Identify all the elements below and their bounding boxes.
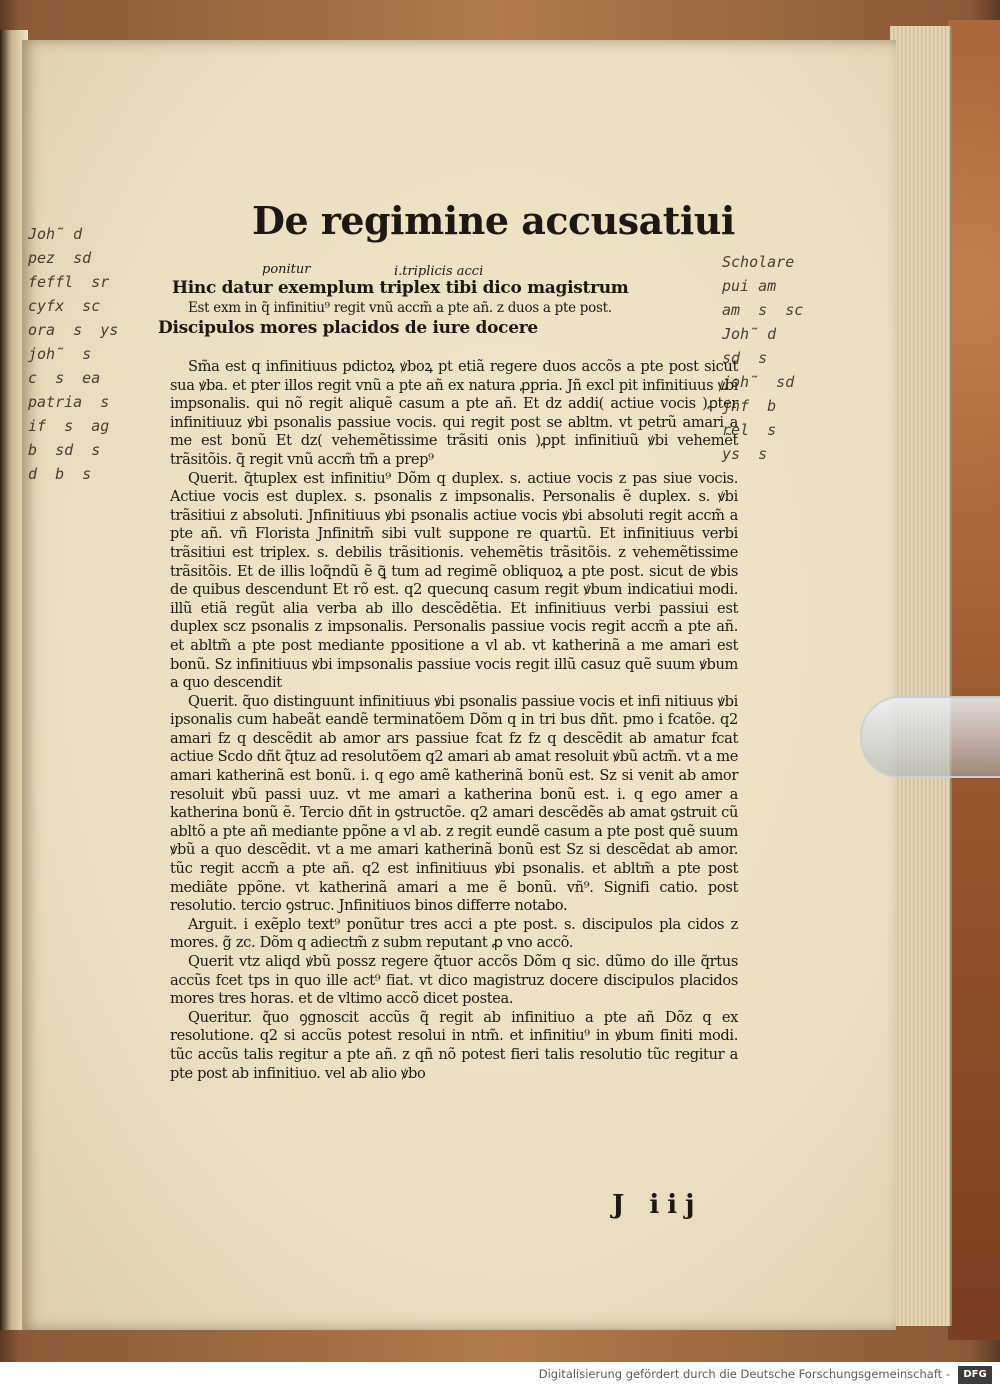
paragraph: Arguit. i exẽplo text⁹ ponũtur tres acci a pte post. s. discipulos pla cidos z mores. g̃ zc. Dõm q adiectm̃ z subm reputant ꝓ vno accõ. [170, 915, 738, 952]
commentary-text [170, 358, 738, 1083]
interlinear-gloss-1: ponitur [262, 262, 311, 277]
signature-mark: J iij [612, 1190, 703, 1220]
dfg-logo-icon: DFG [958, 1366, 992, 1384]
verse-note: Est exm in q̃ infinitiu⁹ regit vnũ accm̃ a pte añ. z duos a pte post. [188, 300, 612, 316]
funding-credit: Digitalisierung gefördert durch die Deutsche Forschungsgemeinschaft - [538, 1367, 950, 1381]
paragraph: Querit. q̃tuplex est infinitiu⁹ Dõm q duplex. s. actiue vocis z pas siue vocis. Actiue vocis est duplex. s. psonalis z impsonalis. Personalis ẽ duplex. s. ꝟbi trãsitiui z absoluti. Jnfinitiuus ꝟbi psonalis actiue vocis ꝟbi absoluti regit accm̃ a pte añ. vñ Florista Jnfinitm̃ sibi vult suppone re quartũ. Et infinitiuus verbi trãsitiui est triplex. s. debilis trãsitionis. vehemẽtis trãsitõis. z vehemẽtissime trãsitõis. Et de illis loq̃ndũ ẽ ꝗ̃ tum ad regimẽ obliquoꝝ a pte post. sicut de ꝟbis de quibus descendunt Et rõ est. q2 quecunq casum regit ꝟbum indicatiui modi. illũ etiã regũt alia verba ab illo descẽdẽtia. Et infinitiuus verbi passiui est duplex scz psonalis z impsonalis. Personalis passiue vocis regit accm̃ a pte añ. et abltm̃ a pte post mediante ppositione a vl ab. vt katherinã a me amari est bonũ. Sz infinitiuus ꝟbi impsonalis passiue vocis regit illũ casuz quẽ suum ꝟbum a quo descendit [170, 469, 738, 692]
interlinear-gloss-2: i.triplicis acci [394, 264, 484, 279]
paragraph: Querit vtz aliqd ꝟbũ possz regere q̃tuor accõs Dõm q sic. dũmo do ille q̃rtus accũs fcet tps in quo ille act⁹ fiat. vt dico magistruz docere discipulos placidos mores tres horas. et de vltimo accõ dicet postea. [170, 953, 738, 1008]
paragraph: Queritur. q̃uo ꝯgnoscit accũs q̃ regit ab infinitiuo a pte añ Dõz q ex resolutione. q2 si accũs potest resolui in ntm̃. et infinitiu⁹ in ꝟbum finiti modi. tũc accũs talis regitur a pte añ. z qñ nõ potest fieri talis resolutio tũc regitur a pte post ab infinitiuo. vel ab alio ꝟbo [170, 1008, 738, 1082]
page-title: De regimine accusatiui [252, 198, 735, 243]
book-clip [860, 696, 1000, 778]
marginalia-left: Joh̃ d pez sd feffl sr cyfx sc ora s ys joh̃ s c s ea patria s if s ag b sd s d b s [28, 225, 119, 483]
page-edges [890, 26, 952, 1326]
paragraph: Querit. q̃uo distinguunt infinitiuus ꝟbi psonalis passiue vocis et infi nitiuus ꝟbi ipsonalis cum habeãt eandẽ terminatõem Dõm q in tri bus dñt. pmo i fcatõe. q2 amari fz q descẽdit ab amor ars passiue fcat fz fz q descẽdit ab amatur fcat actiue Scdo dñt q̃tuz ad resolutõem q2 amari ab amat resoluit ꝟbũ actm̃. vt a me amari katherinã est bonũ. i. q ego amẽ katherinã bonũ est. Sz si venit ab amor resoluit ꝟbũ passi uuz. vt me amari a katherina bonũ est. i. q ego amer a katherina bonũ ẽ. Tercio dñt in ꝯstructõe. q2 amari descẽdẽs ab amat ꝯstruit cũ abltõ a pte añ mediante ppõne a vl ab. z regit eundẽ casum a pte post quẽ suum ꝟbũ a quo descẽdit. vt a me amari katherinã bonũ est Sz si descẽdat ab amor. tũc regit accm̃ a pte añ. q2 est infinitiuus ꝟbi psonalis. et abltm̃ a pte post mediãte ppõne. vt katherinã amari a me ẽ bonũ. vñ⁹. Signifi catio. post resolutio. tercio ꝯstruc. Jnfinitiuos binos differre notabo. [170, 692, 738, 915]
leather-cover [948, 20, 1000, 1340]
footer-bar [0, 1362, 1000, 1389]
verse-line-1: Hinc datur exemplum triplex tibi dico magistrum [172, 278, 629, 298]
verse-line-2: Discipulos mores placidos de iure docere [158, 318, 538, 338]
book-page [22, 40, 896, 1330]
marginalia-right: Scholare pui am am s sc Joh̃ d sd s joh̃ sd jnf b rel s ys s [722, 253, 804, 463]
paragraph: Sm̃a est q infinitiuus pdictoꝝ ꝟboꝝ pt etiã regere duos accõs a pte post sicut sua ꝟba. et pter illos regit vnũ a pte añ ex natura ꝓpria. Jñ excl pit infinitiuus ꝟbi impsonalis. qui nõ regit aliquẽ casum a pte añ. Et dz addi( actiue vocis )ꝓter infinitiuuz ꝟbi psonalis passiue vocis. qui regit post se abltm. vt petrũ amari a me est bonũ Et dz( vehemẽtissime trãsiti onis )ꝓpt infinitiuũ ꝟbi vehemẽt trãsitõis. q̃ regit vnũ accm̃ tm̃ a prep⁹ [170, 358, 738, 468]
